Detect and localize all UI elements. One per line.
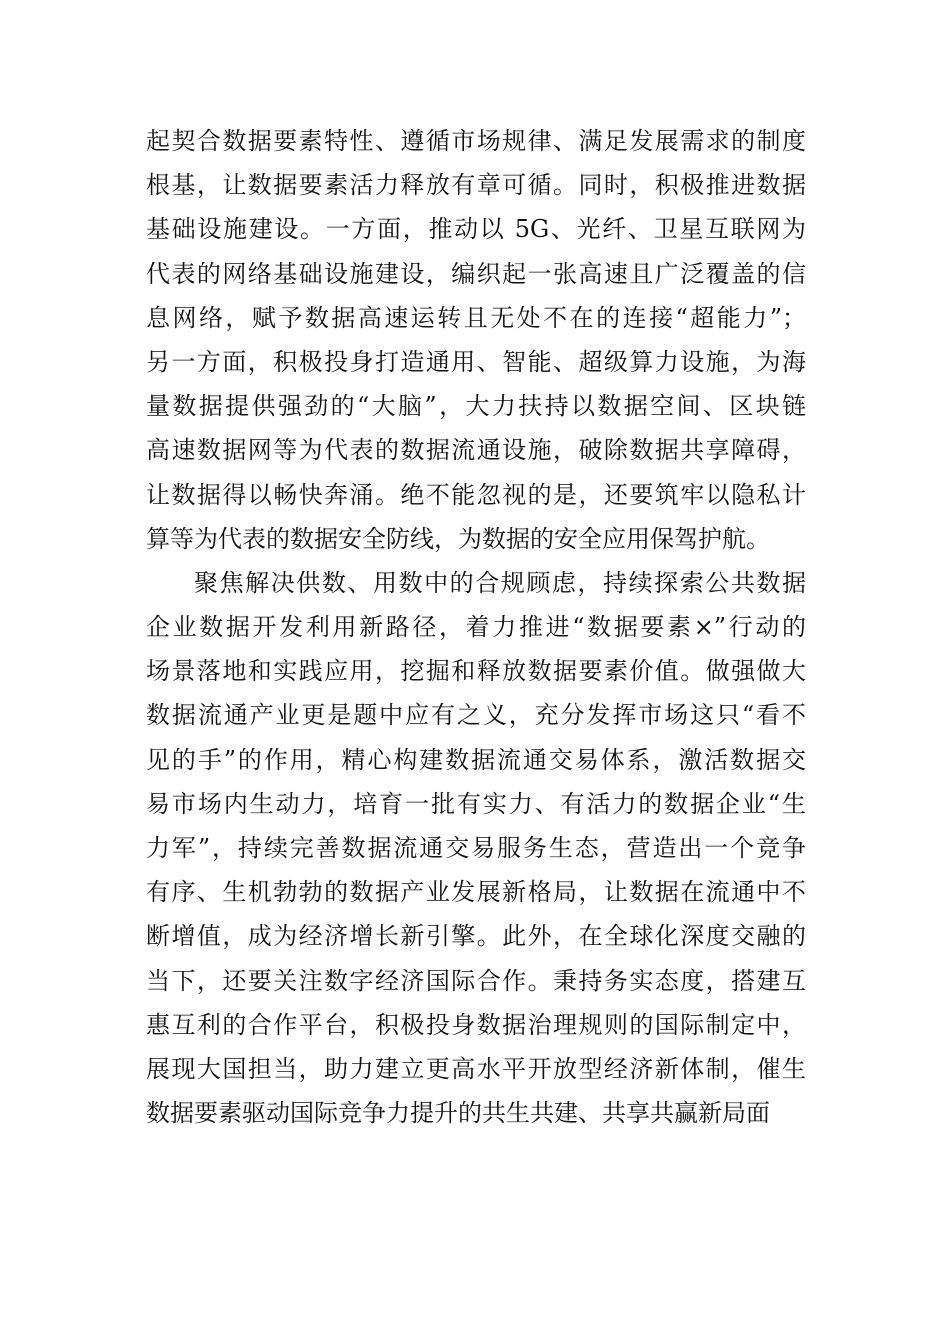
text-line: 量数据提供强劲的“大脑”，大力扶持以数据空间、区块链 [146,392,806,421]
text-line: 聚焦解决供数、用数中的合规顾虑，持续探索公共数据 [194,568,806,597]
text-line: 展现大国担当，助力建立更高水平开放型经济新体制，催生 [146,1054,806,1083]
text-line: 惠互利的合作平台，积极投身数据治理规则的国际制定中， [146,1010,806,1039]
text-line: 断增值，成为经济增长新引擎。此外，在全球化深度交融的 [146,922,806,951]
text-line: 息网络，赋予数据高速运转且无处不在的连接“超能力”； [146,303,806,332]
text-line: 企业数据开发利用新路径，着力推进“数据要素×”行动的 [146,613,806,642]
text-line: 易市场内生动力，培育一批有实力、有活力的数据企业“生 [146,789,806,818]
document-body [146,119,806,1135]
text-line: 高速数据网等为代表的数据流通设施，破除数据共享障碍， [146,436,806,465]
text-line: 另一方面，积极投身打造通用、智能、超级算力设施，为海 [146,347,806,376]
text-line: 起契合数据要素特性、遵循市场规律、满足发展需求的制度 [146,127,806,155]
paragraph-1 [146,119,806,561]
text-line: 当下，还要关注数字经济国际合作。秉持务实态度，搭建互 [146,966,806,995]
text-line: 数据要素驱动国际竞争力提升的共生共建、共享共赢新局面 [146,1099,770,1128]
text-line: 场景落地和实践应用，挖掘和释放数据要素价值。做强做大 [146,657,806,686]
text-line: 见的手”的作用，精心构建数据流通交易体系，激活数据交 [146,745,806,774]
text-line: 代表的网络基础设施建设，编织起一张高速且广泛覆盖的信 [146,259,806,288]
text-line: 基础设施建设。一方面，推动以 5G、光纤、卫星互联网为 [146,215,806,244]
text-line: 有序、生机勃勃的数据产业发展新格局，让数据在流通中不 [146,878,806,907]
text-line: 算等为代表的数据安全防线，为数据的安全应用保驾护航。 [146,524,770,553]
text-line: 力军”，持续完善数据流通交易服务生态，营造出一个竞争 [146,834,806,862]
text-line: 让数据得以畅快奔涌。绝不能忽视的是，还要筑牢以隐私计 [146,480,806,509]
text-line: 根基，让数据要素活力释放有章可循。同时，积极推进数据 [146,171,806,200]
text-line: 数据流通产业更是题中应有之义，充分发挥市场这只“看不 [146,701,806,730]
paragraph-2 [146,561,806,1135]
